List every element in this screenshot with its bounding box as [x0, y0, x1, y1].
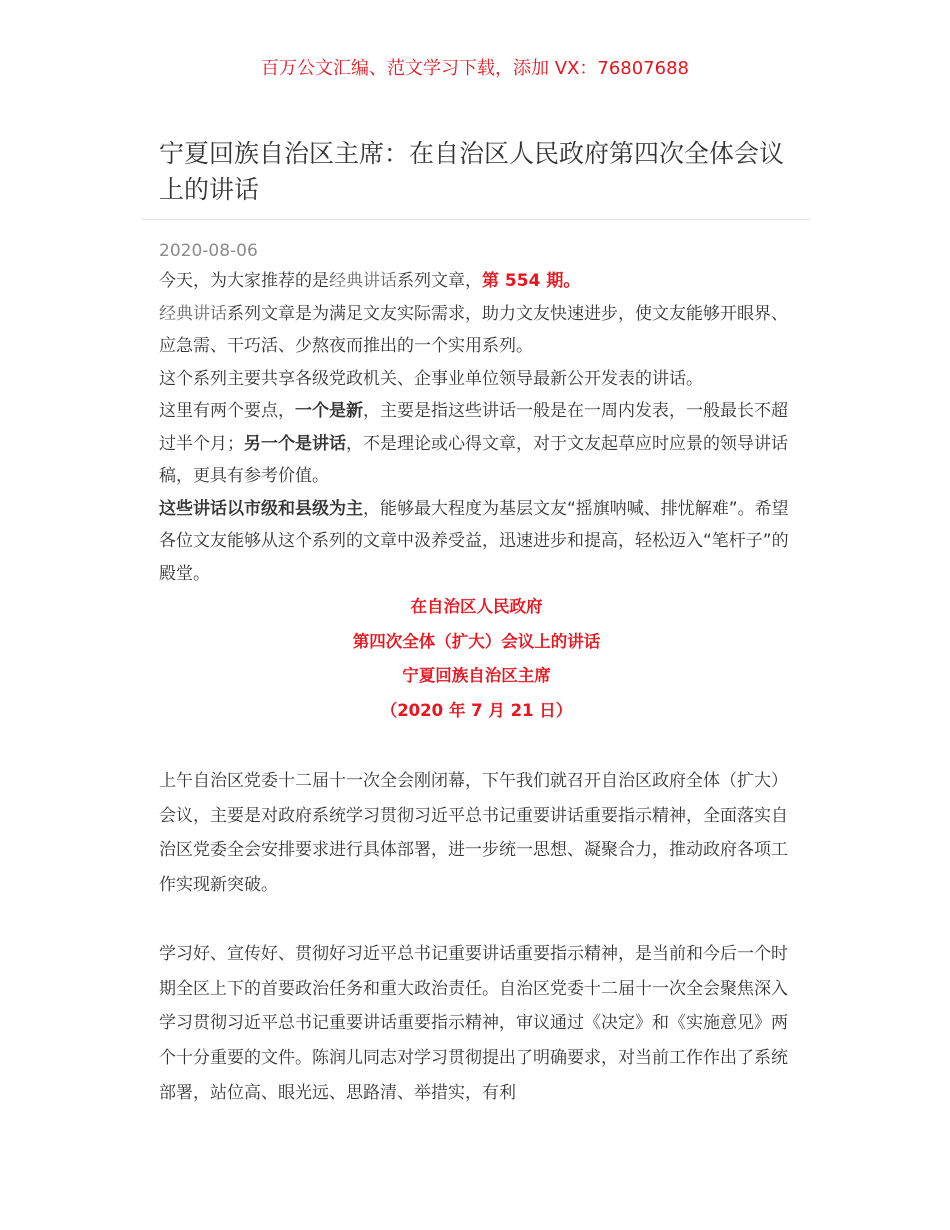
series-name: 经典讲话 [329, 271, 397, 291]
spacer [159, 903, 794, 937]
speech-heading-line-1: 在自治区人民政府 [410, 597, 543, 616]
speech-speaker: 宁夏回族自治区主席 [402, 666, 551, 685]
intro-paragraph-2: 经典讲话系列文章是为满足文友实际需求，助力文友快速进步，使文友能够开眼界、应急需、干巧活、少熬夜而推出的一个实用系列。 [159, 303, 788, 356]
speech-date: （2020 年 7 月 21 日） [380, 700, 573, 720]
series-name: 经典讲话 [159, 303, 227, 324]
title-divider [141, 219, 810, 220]
article-body [159, 265, 794, 1110]
publish-date: 2020-08-06 [159, 241, 258, 261]
intro-paragraph-5: 这些讲话以市级和县级为主，能够最大程度为基层文友“摇旗呐喊、排忧解难”。希望各位文友能够从这个系列的文章中汲养受益，迅速进步和提高，轻松迈入“笔杆子”的殿堂。 [159, 498, 789, 584]
promo-banner: 百万公文汇编、范文学习下载，添加 VX：76807688 [261, 58, 689, 79]
spacer [159, 728, 794, 764]
intro-paragraph-4: 这里有两个要点，一个是新，主要是指这些讲话一般是在一周内发表，一般最长不超过半个月；另一个是讲话，不是理论或心得文章，对于文友起草应时应景的领导讲话稿，更具有参考价值。 [159, 401, 788, 486]
speech-paragraph-2: 学习好、宣传好、贯彻好习近平总书记重要讲话重要指示精神，是当前和今后一个时期全区上下的首要政治任务和重大政治责任。自治区党委十二届十一次全会聚焦深入学习贯彻习近平总书记重要讲话重要指示精神，审议通过《决定》和《实施意见》两个十分重要的文件。陈润儿同志对学习贯彻提出了明确要求，对当前工作作出了系统部署，站位高、眼光远、思路清、举措实，有利 [159, 943, 788, 1103]
article-title: 宁夏回族自治区主席：在自治区人民政府第四次全体会议上的讲话 [159, 139, 785, 204]
intro-paragraph-1: 今天，为大家推荐的是经典讲话系列文章，第 554 期。 [159, 271, 581, 291]
issue-number: 第 554 期。 [482, 271, 581, 291]
intro-paragraph-3: 这个系列主要共享各级党政机关、企事业单位领导最新公开发表的讲话。 [159, 368, 703, 389]
speech-paragraph-1: 上午自治区党委十二届十一次全会刚闭幕，下午我们就召开自治区政府全体（扩大）会议，主要是对政府系统学习贯彻习近平总书记重要讲话重要指示精神，全面落实自治区党委全会安排要求进行具体部署，进一步统一思想、凝聚合力，推动政府各项工作实现新突破。 [159, 771, 788, 896]
speech-heading-line-2: 第四次全体（扩大）会议上的讲话 [352, 631, 601, 651]
